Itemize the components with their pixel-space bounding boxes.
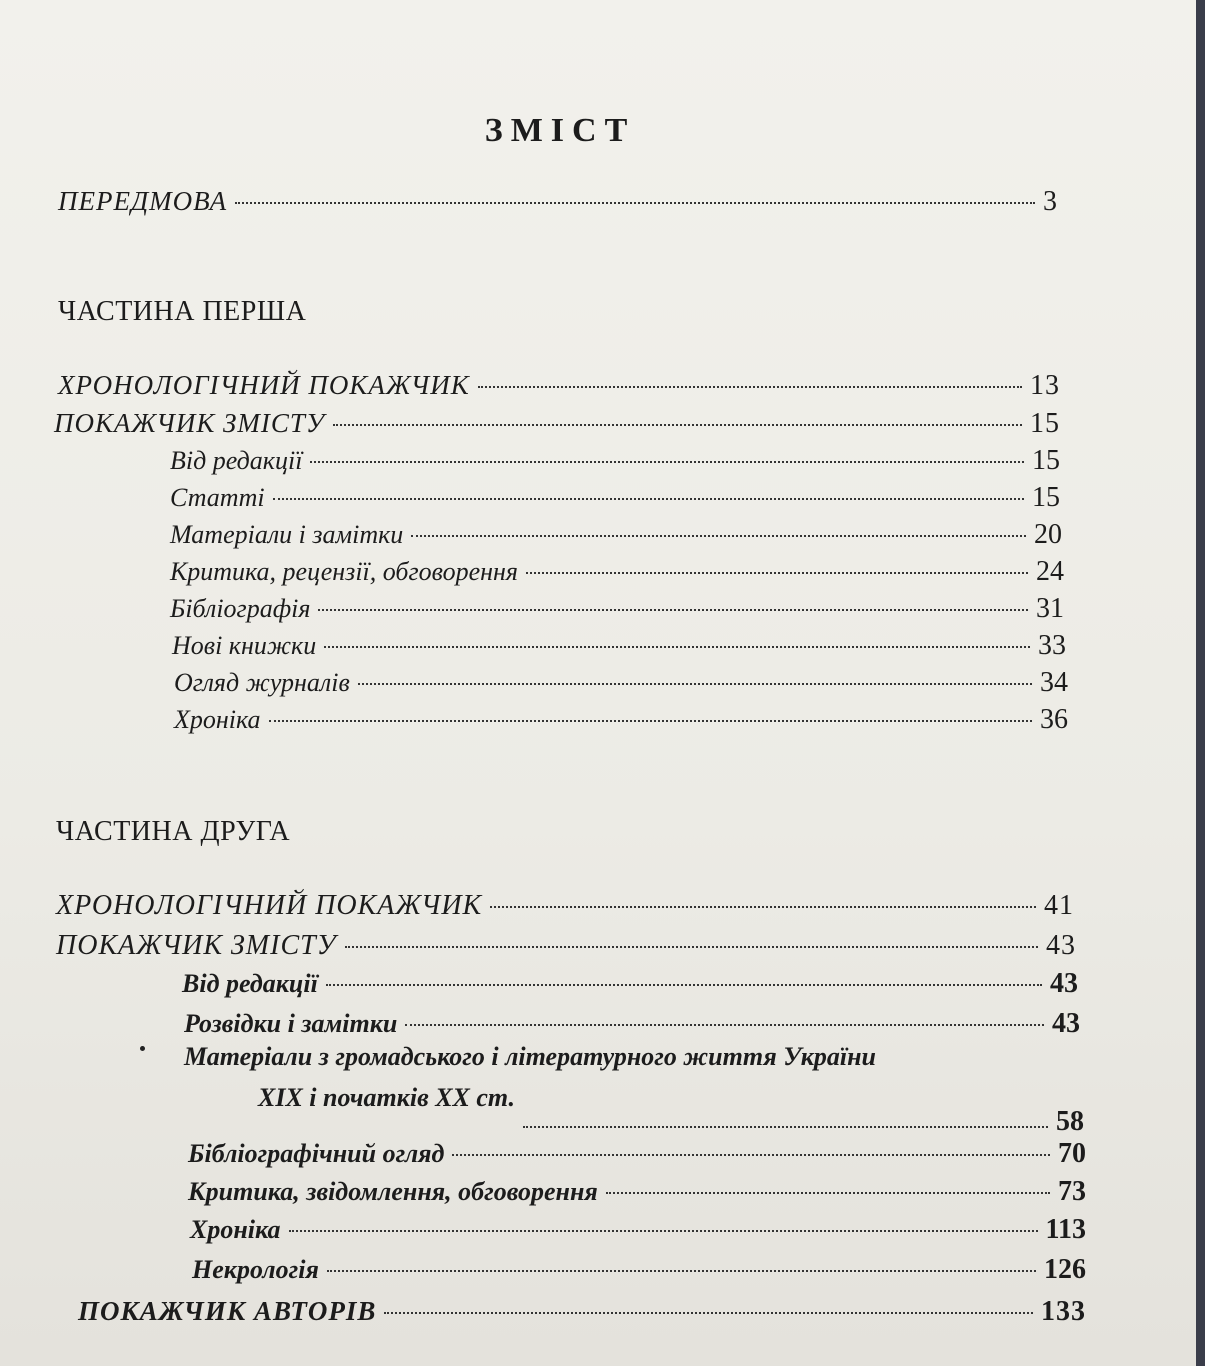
toc-entry-page: 43: [1046, 930, 1076, 961]
part-one-heading: ЧАСТИНА ПЕРША: [58, 296, 307, 327]
toc-entry: [56, 890, 1074, 926]
toc-entry-label: Критика, звідомлення, обговорення: [188, 1177, 598, 1206]
toc-entry-label: Огляд журналів: [174, 668, 350, 697]
dot-leader: [235, 202, 1035, 204]
toc-entry-label: Статті: [170, 483, 265, 512]
dot-leader: [345, 946, 1038, 948]
toc-entry-page: 43: [1050, 968, 1078, 999]
dot-leader: [384, 1312, 1033, 1314]
toc-entry: [174, 667, 1068, 703]
toc-entry: [258, 1082, 1084, 1137]
toc-entry-page: 13: [1030, 370, 1060, 401]
dot-leader: [523, 1126, 1048, 1128]
toc-entry: [170, 519, 1062, 555]
toc-entry: [58, 370, 1060, 406]
toc-entry: [182, 968, 1078, 1004]
dot-leader: [289, 1230, 1038, 1232]
toc-entry: [54, 408, 1060, 444]
toc-entry-page: 126: [1044, 1254, 1086, 1285]
dot-leader: [269, 720, 1032, 722]
toc-entry-page: 41: [1044, 890, 1074, 921]
toc-entry-label: Розвідки і замітки: [184, 1009, 398, 1038]
toc-entry: [174, 704, 1068, 740]
toc-entry-label: ПОКАЖЧИК ЗМІСТУ: [54, 408, 326, 438]
toc-entry-page: 3: [1043, 186, 1058, 217]
toc-entry-page: 15: [1032, 482, 1060, 513]
toc-entry-preface: [58, 186, 1058, 222]
dot-leader: [324, 646, 1030, 648]
toc-entry-page: 113: [1045, 1214, 1086, 1245]
toc-entry-label: Бібліографія: [170, 594, 311, 623]
dot-leader: [405, 1024, 1044, 1026]
toc-entry: [170, 445, 1060, 481]
dot-leader: [606, 1192, 1050, 1194]
dot-leader: [326, 984, 1042, 986]
toc-entry-label: Матеріали і замітки: [170, 520, 404, 549]
toc-entry-page: 43: [1052, 1008, 1080, 1039]
toc-entry: [184, 1008, 1080, 1044]
toc-entry-page: 70: [1058, 1138, 1086, 1169]
toc-entry-page: 58: [1056, 1106, 1084, 1137]
toc-entry: [172, 630, 1066, 666]
dot-leader: [411, 535, 1026, 537]
dot-leader: [490, 906, 1036, 908]
toc-entry: [170, 482, 1060, 518]
toc-entry-label: Від редакції: [182, 969, 318, 998]
toc-entry-label: Нові книжки: [172, 631, 317, 660]
toc-entry: [188, 1138, 1086, 1174]
toc-entry-label: ПОКАЖЧИК ЗМІСТУ: [56, 930, 337, 961]
dot-leader: [452, 1154, 1050, 1156]
stray-mark: [140, 1046, 145, 1051]
toc-entry-label: Некрологія: [192, 1255, 319, 1284]
toc-entry-page: 73: [1058, 1176, 1086, 1207]
toc-entry-page: 24: [1036, 556, 1064, 587]
part-two-heading: ЧАСТИНА ДРУГА: [56, 816, 291, 847]
dot-leader: [327, 1270, 1036, 1272]
toc-entry-label: Хроніка: [190, 1215, 281, 1244]
toc-entry-page: 15: [1032, 445, 1060, 476]
toc-entry-page: 133: [1041, 1296, 1086, 1327]
toc-entry-label: ХРОНОЛОГІЧНИЙ ПОКАЖЧИК: [56, 890, 483, 921]
toc-entry: [192, 1254, 1086, 1290]
toc-entry-label: ПОКАЖЧИК АВТОРІВ: [78, 1296, 377, 1326]
toc-entry: [188, 1176, 1086, 1212]
dot-leader: [526, 572, 1028, 574]
toc-entry-label: XIX і початків XX ст.: [258, 1083, 515, 1112]
dot-leader: [310, 461, 1024, 463]
toc-entry: [190, 1214, 1086, 1250]
toc-entry-page: 33: [1038, 630, 1066, 661]
toc-entry-label: Бібліографічний огляд: [188, 1139, 445, 1168]
toc-entry: [170, 593, 1064, 629]
toc-entry-label: Критика, рецензії, обговорення: [170, 557, 519, 586]
toc-entry: [78, 1296, 1086, 1332]
toc-entry-page: 31: [1036, 593, 1064, 624]
dot-leader: [333, 424, 1022, 426]
toc-entry-label: ПЕРЕДМОВА: [58, 186, 228, 216]
dot-leader: [318, 609, 1028, 611]
toc-entry-page: 34: [1040, 667, 1068, 698]
toc-entry-label: Матеріали з громадського і літературного життя України: [184, 1042, 876, 1071]
dot-leader: [273, 498, 1024, 500]
toc-entry-label: Від редакції: [170, 446, 303, 475]
toc-entry-page: 36: [1040, 704, 1068, 735]
toc-entry-label: Хроніка: [174, 705, 261, 734]
toc-entry-label: ХРОНОЛОГІЧНИЙ ПОКАЖЧИК: [58, 370, 470, 400]
dot-leader: [478, 386, 1022, 388]
toc-entry-page: 20: [1034, 519, 1062, 550]
toc-entry: [170, 556, 1064, 592]
toc-entry-page: 15: [1030, 408, 1060, 439]
toc-entry: [56, 930, 1076, 966]
dot-leader: [358, 683, 1032, 685]
page-title: ЗМІСТ: [484, 112, 636, 149]
